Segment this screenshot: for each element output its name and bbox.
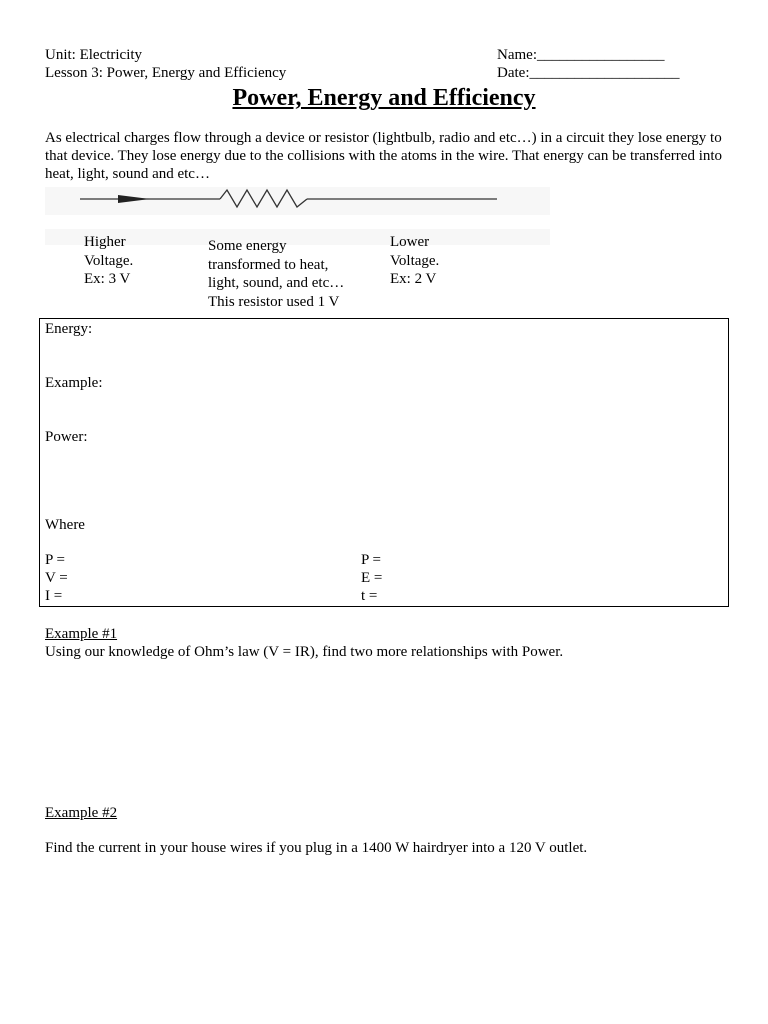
name-field: Name:_________________ [497, 47, 665, 63]
higher-voltage-line-2: Voltage. [84, 252, 134, 269]
energy-line-3: light, sound, and etc… [208, 275, 345, 291]
where-label: Where [45, 517, 85, 533]
energy-line-1: Some energy [208, 238, 287, 254]
intro-paragraph: As electrical charges flow through a device or resistor (lightbulb, radio and etc…) in a circuit they lose energy to that device. They lose energy due to the collisions with the atoms in the wire. That energy can be transferred into heat, light, sound and etc… [45, 130, 723, 182]
energy-line-2: transformed to heat, [208, 256, 329, 273]
page-title: Power, Energy and Efficiency [232, 85, 536, 111]
higher-voltage-label [84, 233, 133, 289]
example2-heading: Example #2 [45, 805, 118, 821]
var-e: E = [361, 570, 383, 586]
energy-label: Energy: [45, 321, 93, 337]
energy-line-4: This resistor used 1 V [208, 293, 340, 310]
var-p-right: P = [361, 552, 381, 568]
unit-label: Unit: Electricity [45, 47, 143, 63]
higher-voltage-line-3: Ex: 3 V [84, 271, 131, 287]
var-t: t = [361, 588, 378, 604]
definitions-box [39, 318, 729, 607]
power-label: Power: [45, 429, 88, 445]
example-label: Example: [45, 375, 103, 391]
example1-heading: Example #1 [45, 626, 118, 642]
lower-voltage-line-1: Lower [390, 234, 430, 250]
lower-voltage-line-3: Ex: 2 V [390, 271, 437, 287]
lesson-label: Lesson 3: Power, Energy and Efficiency [45, 65, 287, 81]
var-v: V = [45, 570, 68, 586]
lower-voltage-label [390, 233, 439, 289]
example1-text: Using our knowledge of Ohm’s law (V = IR), find two more relationships with Power. [45, 644, 564, 660]
energy-transformed-label [208, 237, 344, 311]
var-p-left: P = [45, 552, 65, 568]
var-i: I = [45, 588, 63, 604]
example2-text: Find the current in your house wires if you plug in a 1400 W hairdryer into a 120 V outlet. [45, 840, 588, 856]
date-field: Date:____________________ [497, 65, 680, 81]
higher-voltage-line-1: Higher [84, 234, 126, 250]
lower-voltage-line-2: Voltage. [390, 252, 440, 269]
